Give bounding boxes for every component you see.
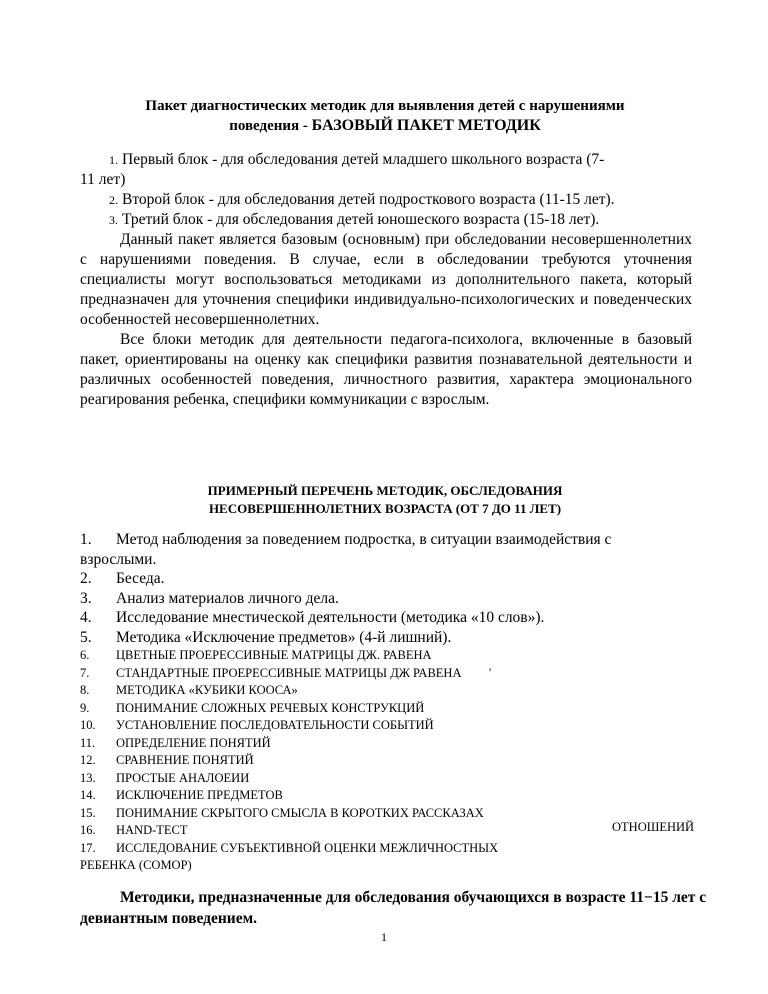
list-item [80,608,700,628]
item-text: HAND-ТЕСТ [116,823,188,837]
methods-list [80,530,700,875]
item-number: 9. [80,700,90,715]
list-item [80,700,700,718]
section-title [120,482,650,518]
item-text: Первый блок - для обследования детей младшего школьного возраста (7- [122,151,605,168]
title-line-1: Пакет диагностических методик для выявления детей с нарушениями [145,98,625,114]
list-item [80,589,700,609]
list-item [80,210,692,230]
list-item [80,530,700,550]
title-caps: БАЗОВЫЙ ПАКЕТ МЕТОДИК [311,117,541,134]
section-3-title: Методики, предназначенные для обследования обучающихся в возрасте 11−15 лет с девиантным поведением. [80,889,707,927]
item-text: Третий блок - для обследования детей юношеского возраста (15-18 лет). [122,211,600,228]
item-number: 12. [80,753,96,767]
item-number: 13. [80,770,96,785]
page-number: 1 [381,930,387,944]
list-item [80,752,700,770]
list-item [80,569,700,589]
list-item [80,805,700,823]
item-continuation: взрослыми. [80,550,157,568]
item-number: 1. [80,531,92,548]
item-number: 2. [109,193,118,207]
stray-mark: ' [489,665,492,679]
item-text: Исследование мнестической деятельности (методика «10 слов»). [116,609,545,626]
item-text: ПОНИМАНИЕ СЛОЖНЫХ РЕЧЕВЫХ КОНСТРУКЦИЙ [116,700,425,715]
item-text: УСТАНОВЛЕНИЕ ПОСЛЕДОВАТЕЛЬНОСТИ СОБЫТИЙ [116,718,434,732]
list-item [80,717,700,735]
item-number: 7. [80,665,90,680]
item-number: 10. [80,718,96,732]
item-number: 4. [80,609,92,626]
list-item [80,822,700,840]
paragraph-1: Данный пакет является базовым (основным) при обследовании несовершеннолетних с нарушениями поведения. В случае, если в обследовании требуются уточнения специалисты могут воспользоваться методиками из дополнительного пакета, который предназначен для уточнения специфики индивидуально-психологических и поведенческих особенностей несовершеннолетних. [80,231,692,328]
item-text: ОПРЕДЕЛЕНИЕ ПОНЯТИЙ [116,735,271,750]
item-number: 8. [80,683,90,697]
item-text: СРАВНЕНИЕ ПОНЯТИЙ [116,753,254,767]
list-item [80,647,700,665]
item-text: ЦВЕТНЫЕ ПРОЕРЕССИВНЫЕ МАТРИЦЫ ДЖ. РАВЕНА [116,648,432,662]
list-item [80,735,700,753]
list-item [80,840,700,858]
item-number: 16. [80,823,96,837]
item-continuation: 11 лет) [80,171,126,188]
item-continuation: РЕБЕНКА (СОМОР) [80,858,192,872]
intro-section [80,150,692,410]
list-item [80,682,700,700]
item-number: 11. [80,735,96,750]
section-title-line-1: ПРИМЕРНЫЙ ПЕРЕЧЕНЬ МЕТОДИК, ОБСЛЕДОВАНИЯ [207,483,563,498]
list-item [80,190,692,210]
item-text: ПОНИМАНИЕ СКРЫТОГО СМЫСЛА В КОРОТКИХ РАССКАЗАХ [116,805,484,820]
title-line-2 [80,116,690,136]
paragraph-2: Все блоки методик для деятельности педагога-психолога, включенные в базовый пакет, ориентированы на оценку как специфики развития познавательной деятельности и различных особенностей поведения, личностного развития, характера эмоционального реагирования ребенка, специфики коммуникации с взрослым. [80,331,692,408]
item-text: ИССЛЕДОВАНИЕ СУБЪЕКТИВНОЙ ОЦЕНКИ МЕЖЛИЧНОСТНЫХ [116,840,499,855]
item-number: 5. [80,628,92,646]
list-item [80,787,700,805]
list-item [80,628,700,648]
item-number: 2. [80,570,92,587]
item-text: ИСКЛЮЧЕНИЕ ПРЕДМЕТОВ [116,788,283,802]
item-number: 14. [80,788,96,802]
item-text: ПРОСТЫЕ АНАЛОЕИИ [116,770,250,785]
item-number: 15. [80,805,96,820]
item-number: 3. [80,589,92,607]
section-title-line-2: НЕСОВЕРШЕННОЛЕТНИХ ВОЗРАСТА (ОТ 7 ДО 11 ЛЕТ) [208,501,562,516]
item-text: Метод наблюдения за поведением подростка, в ситуации взаимодействия с [116,531,612,548]
list-item [80,150,692,170]
item-number: 6. [80,648,90,662]
title-prefix: поведения - [229,118,312,134]
item-number: 3. [109,213,118,227]
document-title [80,96,690,136]
item-number: 1. [109,153,118,167]
item-text: Беседа. [116,570,165,587]
list-item [80,665,700,683]
item-17-right-text: ОТНОШЕНИЙ [612,820,695,834]
item-text: Второй блок - для обследования детей подросткового возраста (11-15 лет). [122,191,615,208]
item-number: 17. [80,840,96,855]
list-item [80,770,700,788]
item-text: МЕТОДИКА «КУБИКИ КООСА» [116,683,298,697]
item-text: СТАНДАРТНЫЕ ПРОЕРЕССИВНЫЕ МАТРИЦЫ ДЖ РАВЕНА [116,665,462,680]
item-text: Анализ материалов личного дела. [116,589,339,607]
item-text: Методика «Исключение предметов» (4-й лишний). [116,628,452,646]
